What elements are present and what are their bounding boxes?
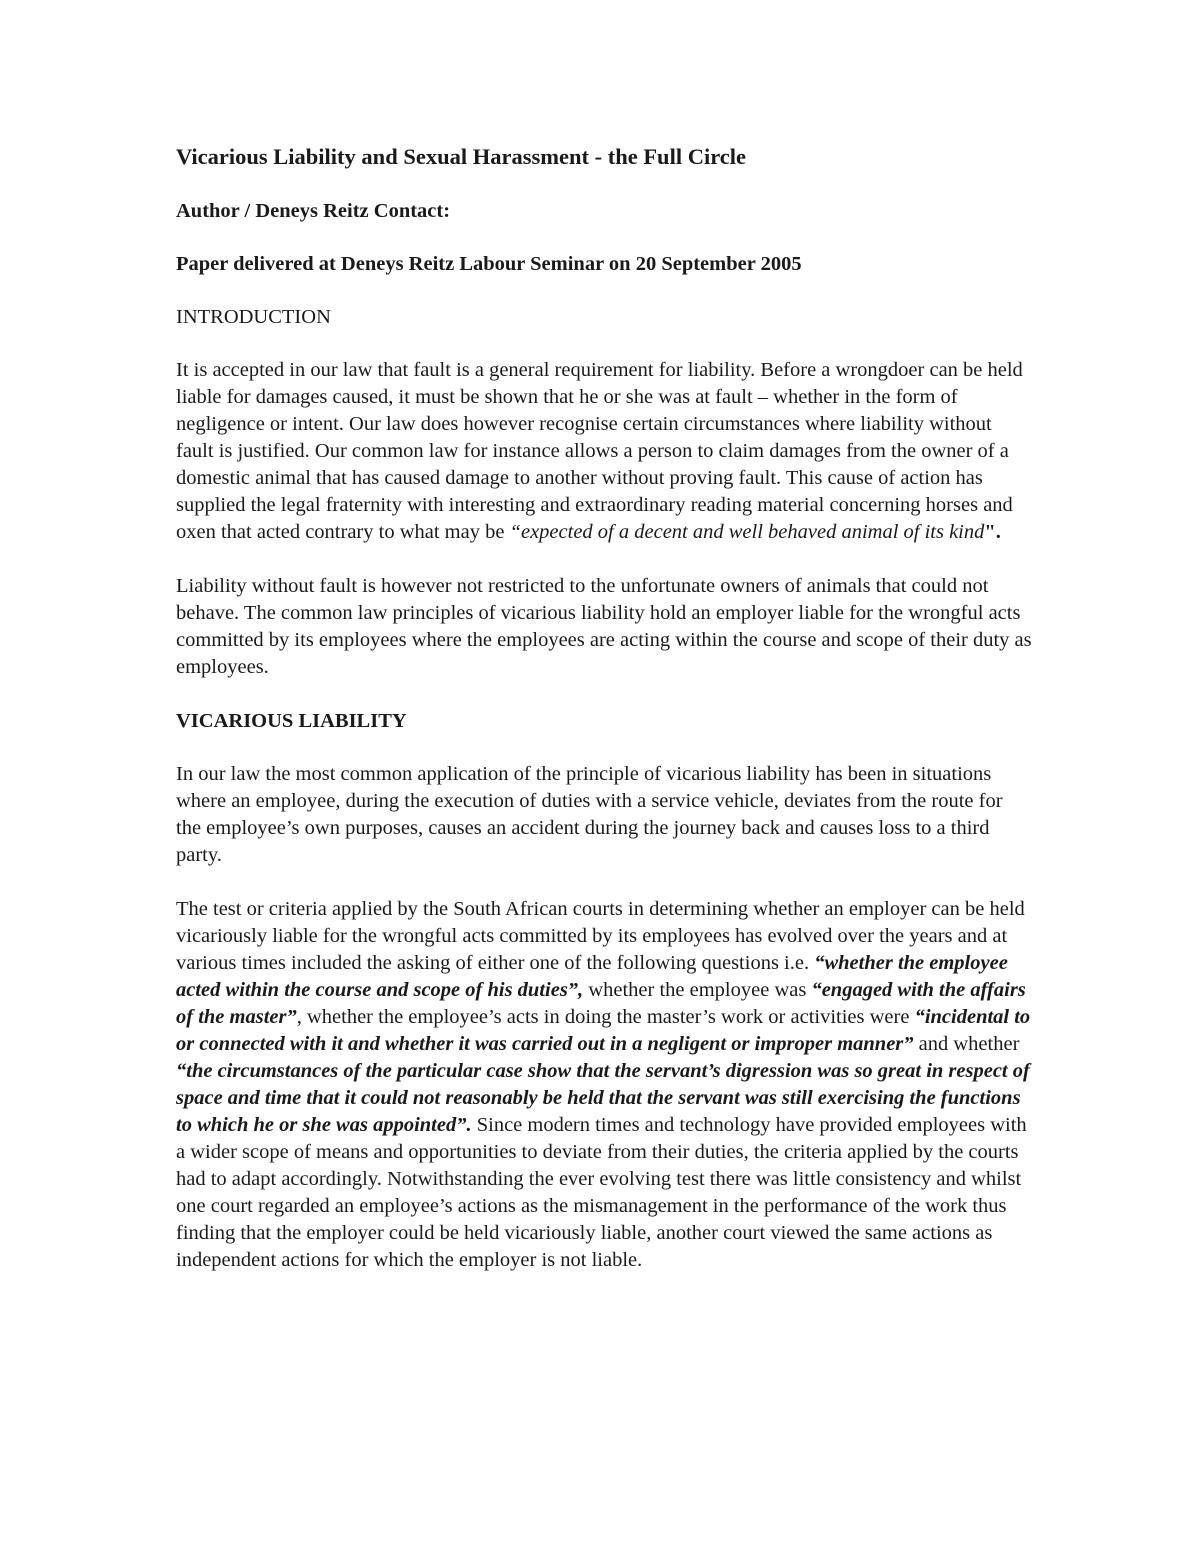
vicarious-text-4: and whether	[913, 1033, 1020, 1055]
section-heading-vicarious-liability: VICARIOUS LIABILITY	[176, 710, 407, 732]
intro-text: It is accepted in our law that fault is a general requirement for liability. Before a wrongdoer can be held liable for damages caused, it must be shown that he or she was at fault – whether in the form of negligence or intent. Our law does however recognise certain circumstances where liability without fault is justified. Our common law for instance allows a person to claim damages from the owner of a domestic animal that has caused damage to another without proving fault. This cause of action has supplied the legal fraternity with interesting and extraordinary reading material concerning horses and oxen that acted contrary to what may be	[176, 359, 1023, 543]
intro-quote: “expected of a decent and well behaved animal of its kind	[509, 521, 985, 543]
vicarious-text-1: The test or criteria applied by the South African courts in determining whether an employer can be held vicariously liable for the wrongful acts committed by its employees has evolved over the years and at various times included the asking of either one of the following questions i.e.	[176, 898, 1025, 974]
intro-quote-end: ".	[984, 521, 1001, 543]
vicarious-text-2: whether the employee was	[583, 979, 812, 1001]
section-heading-introduction: INTRODUCTION	[176, 306, 331, 328]
document-title: Vicarious Liability and Sexual Harassment - the Full Circle	[176, 144, 747, 169]
intro-paragraph-2: Liability without fault is however not restricted to the unfortunate owners of animals that could not behave. The common law principles of vicarious liability hold an employer liable for the wrongful acts committed by its employees where the employees are acting within the course and scope of their duty as employees.	[176, 575, 1032, 678]
vicarious-paragraph-1: In our law the most common application of the principle of vicarious liability has been in situations where an employee, during the execution of duties with a service vehicle, deviates from the route for the employee’s own purposes, causes an accident during the journey back and causes loss to a third party.	[176, 763, 1003, 866]
intro-paragraph-1	[176, 357, 1032, 546]
document-page	[176, 142, 1032, 1301]
vicarious-quote-2: “engaged with the affairs of the master”	[176, 979, 1026, 1028]
vicarious-quote-3: “incidental to or connected with it and whether it was carried out in a negligent or improper manner”	[176, 1006, 1031, 1055]
vicarious-quote-4: “the circumstances of the particular case show that the servant’s digression was so great in respect of space and time that it could not reasonably be held that the servant was still exercising the functions to which he or she was appointed”.	[176, 1060, 1030, 1136]
vicarious-text-5: Since modern times and technology have provided employees with a wider scope of means and opportunities to deviate from their duties, the criteria applied by the courts had to adapt accordingly. Notwithstanding the ever evolving test there was little consistency and whilst one court regarded an employee’s actions as the mismanagement in the performance of the work thus finding that the employer could be held vicariously liable, another court viewed the same actions as independent actions for which the employer is not liable.	[176, 1114, 1027, 1271]
vicarious-paragraph-2	[176, 896, 1032, 1274]
author-line: Author / Deneys Reitz Contact:	[176, 200, 451, 222]
vicarious-quote-1: “whether the employee acted within the course and scope of his duties”,	[176, 952, 1008, 1001]
paper-line: Paper delivered at Deneys Reitz Labour Seminar on 20 September 2005	[176, 253, 802, 275]
vicarious-text-3: , whether the employee’s acts in doing the master’s work or activities were	[296, 1006, 915, 1028]
